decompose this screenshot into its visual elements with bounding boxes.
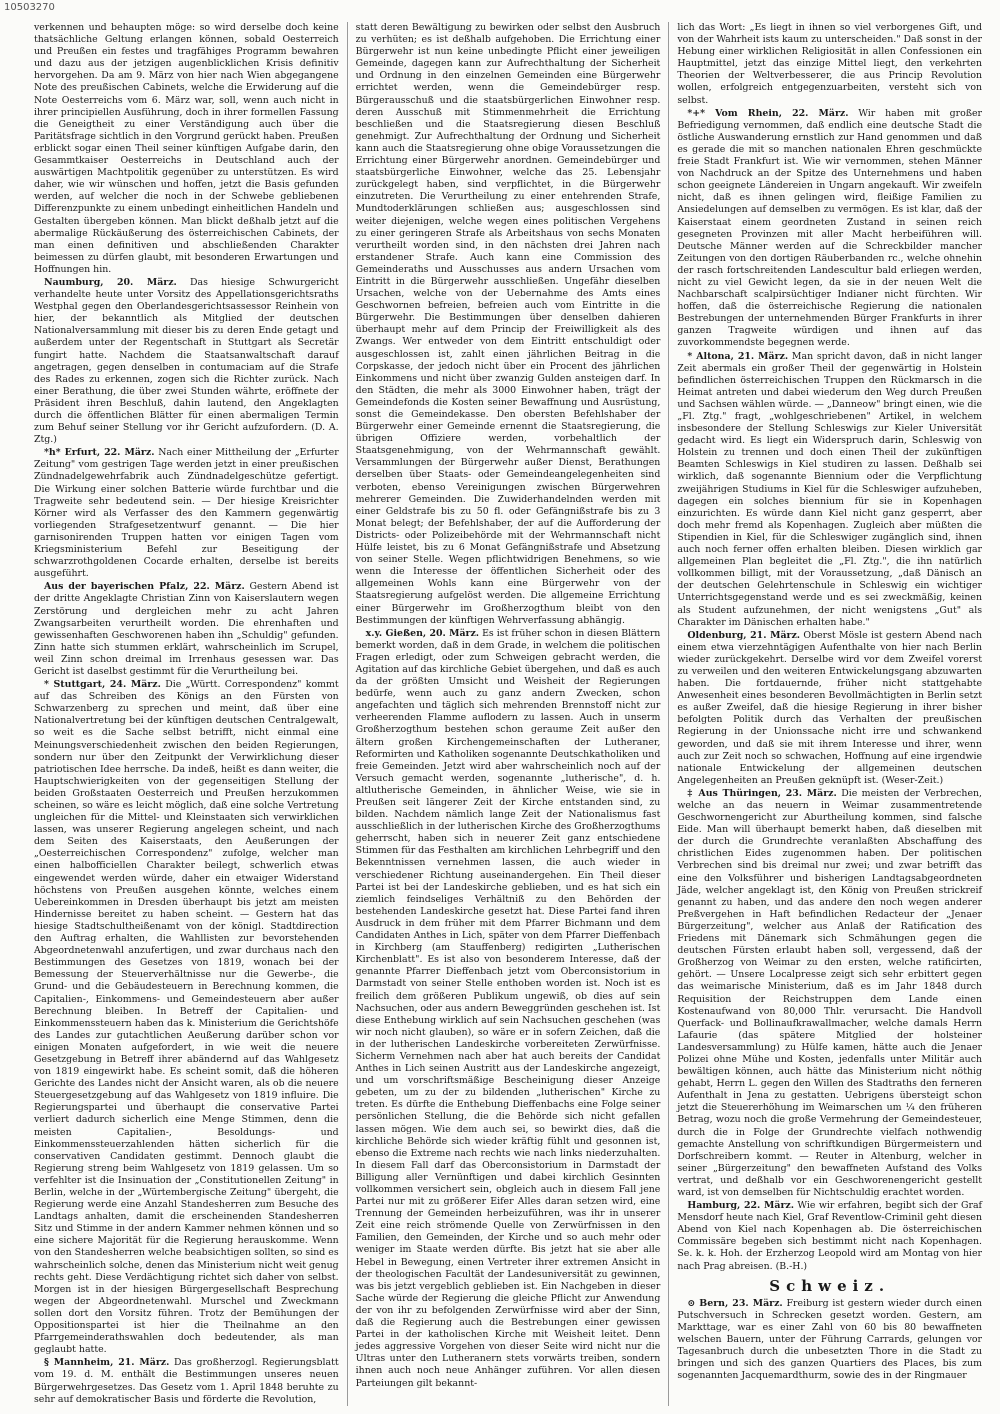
article-text: Nach einer Mittheilung der „Erfurter Zeitung" vom gestrigen Tage werden jetzt in einer preußischen Zündnadelgewehrfabrik auch Zündnadelgeschütze gefertigt. Die Wirkung einer solchen Batterie würde furchtbar und die Tragweite sehr bedeutend sein. — Der hiesige Kreisrichter Körner wird als Verfasser des den Kammern gegenwärtig vorliegenden Strafgesetzentwurf genannt. — Die hier garnisonirenden Truppen hatten vor einigen Tagen vom Kriegsministerium Befehl zur Beseitigung der schwarzrothgoldenen Cocarde erhalten, derselbe ist bereits ausgeführt. [34, 447, 339, 580]
article-text: Es ist früher schon in diesen Blättern bemerkt worden, daß in dem Grade, in welchem die politischen Fragen erledigt, oder zum Schweigen gebracht werden, die Agitation auf das kirchliche Gebiet übergehen, und daß es auch da der größten Umsicht und Weisheit der Regierungen bedürfe, wenn auch zu ganz andern Zwecken, schon angefachten und täglich sich mehrenden Brennstoff nicht zur verheerenden Flamme auflodern zu lassen. Auch in unserm Großherzogthum bestehen schon geraume Zeit außer den ältern großen Kirchengemeinschaften der Lutheraner, Reformirten und Katholiken sogenannte Deutschkatholiken und freie Gemeinden. Jetzt wird aber wahrscheinlich noch auf der Versuch gemacht werden, sogenannte „lutherische", d. h. altlutherische Gemeinden, in ähnlicher Weise, wie sie in Preußen seit längerer Zeit der Kirche entstanden sind, zu bilden. Nachdem nämlich lange Zeit der Nationalismus fast ausschließlich in der lutherischen Kirche des Großherzogthums geherrscht, haben sich in neuerer Zeit ganz entschiedene Stimmen für das Festhalten am kirchlichen Lehrbegriff und den Bekenntnissen vernehmen lassen, die auch wieder in verschiedener Richtung auseinandergehen. Ein Theil dieser Partei ist bei der Landeskirche geblieben, und es hat sich ein ziemlich feindseliges Verhältniß zu den Behörden der bestehenden Landeskirche gesetzt hat. Diese Partei fand ihren Ausdruck in dem früher mit dem Pfarrer Bichmann und dem Candidaten Anthes in Lich, später von dem Pfarrer Dieffenbach in Kirchberg (am Stauffenberg) redigirten „Lutherischen Kirchenblatt". Es ist also von besonderem Interesse, daß der genannte Pfarrer Dieffenbach jetzt vom Oberconsistorium in Darmstadt von seiner Stelle enthoben worden ist. Noch ist es freilich dem größeren Publikum ungewiß, ob dies auf sein Nachsuchen, oder aus andern Beweggründen geschehen ist. Ist diese Enthebung wirklich auf sein Nachsuchen geschehen (was wir noch nicht glauben), so wäre er in sofern Zeichen, daß die in der lutherischen Landeskirche vorbereiteten Zerwürfnisse. Sicherm Vernehmen nach aber hat auch bereits der Candidat Anthes in Lich seinen Austritt aus der Landeskirche angezeigt, und um vorschriftsmäßige Bescheinigung dieser Anzeige gebeten, um zu der zu bildenden „lutherischen" Kirche zu treten. Es dürfte die Enthebung Dieffenbachs eine Folge seiner persönlichen Stellung, die die Behörde sich nicht gefallen lassen mögen. Wie dem auch sei, so bewirkt dies, daß die kirchliche Behörde sich wieder kräftig fühlt und gesonnen ist, ebenso die Extreme nach rechts wie nach links niederzuhalten. In diesem Fall darf das Oberconsistorium in Darmstadt der Billigung aller Vernünftigen und dabei kirchlich Gesinnten vollkommen versichert sein, obgleich auch in diesem Fall jene Partei nur mit zu größerer Eifer Alles daran setzen wird, eine Trennung der Gemeinden herbeizuführen, was ihr in unserer Zeit eine reich strömende Quelle von Zerwürfnissen in den Familien, den Gemeinden, der Kirche und so auch mehr oder weniger im Staate werden dürfte. Bis jetzt hat sie aber alle Hebel in Bewegung, einen Vertreter ihrer extremen Ansicht in der theologischen Facultät der Landesuniversität zu gewinnen, was bis jetzt vergeblich geblieben ist. Ein Nachgeben in dieser Sache würde der Regierung die gleiche Pflicht zur Anwendung der von ihr zu befolgenden Zerwürfnisse wird aber der Sinn, daß die Regierung auch die Bestrebungen einer gewissen Partei in der katholischen Kirche mit Weisheit leitet. Denn jedes aggressive Vorgehen von dieser Seite wird nicht nur die Ultras unter den Lutheranern stets vorwärts treiben, sondern ihnen auch noch neue Anhänger zuführen. Vor allen diesen Parteiungen gilt bekannt- [355, 627, 661, 1389]
article-text: Oberst Mösle ist gestern Abend nach einem etwa vierzehntägigen Aufenthalte von hier nach Berlin wieder zurückgekehrt. Derselbe wird vor dem Zweifel vorerst zu verweilen und den weiteren Entwickelungsgang abzuwarten haben. Die fortdauernde, früher nicht stattgehabte Anwesenheit eines besonderen Bevollmächtigten in Berlin setzt es außer Zweifel, daß die hiesige Regierung in ihrer bisher befolgten Politik durch das Verhalten der preußischen Regierung in der Unionssache nicht irre und schwankend geworden, und daß sie mit ihrem Interesse und ihrer, wenn auch zur Zeit noch so schwachen, Hoffnung auf eine irgendwie nationale Entwickelung der allgemeinen deutschen Angelegenheiten an Preußen geknüpft ist. (Weser-Zeit.) [677, 629, 983, 786]
column-middle [347, 22, 669, 1406]
article-paragraph [677, 108, 982, 350]
article-dateline: Hamburg, 22. März. [687, 1200, 794, 1212]
article-text: verkennen und behaupten möge: so wird derselbe doch keine thatsächliche Geltung erlangen können, sobald Oesterreich und Preußen ein festes und tragfähiges Programm bewahren und dazu aus der jetzigen augenblicklichen Krisis definitiv hervorgehen. Da am 9. März von hier nach Wien abgegangene Note des preußischen Cabinets, welche die Erwiderung auf die Note Oesterreichs vom 6. März war, soll, wenn auch nicht in ihrer principiellen Ausführung, doch in ihrer formellen Fassung die Geneigtheit zu einer Verständigung auch über die Paritätsfrage sichtlich in den Vorgrund gerückt haben. Preußen erblickt sogar einen Theil seiner künftigen Aufgabe darin, den Gesammtkaiser Oesterreichs in Deutschland auch der auswärtigen Machtpolitik gegenüber zu unterstützen. Es wird daher, wie wir wünschen und hoffen, jetzt die Basis gefunden werden, auf welcher die noch in der Schwebe gebliebenen Differenzpunkte zu einem unbedingt einheitlichen Handeln und Gestalten übergeben können. Man blickt deßhalb jetzt auf die abermalige Rückäußerung des österreichischen Cabinets, der man einen definitiven und abschließenden Charakter beimessen zu dürfen glaubt, mit besonderen Erwartungen und Hoffnungen hin. [34, 22, 339, 275]
article-text: statt deren Bewältigung zu bewirken oder selbst den Ausbruch zu verhüten; es ist deßhalb aufgehoben. Die Errichtung einer Bürgerwehr ist nun keine unbedingte Pflicht einer jeweiligen Gemeinde, dagegen kann zur Aufrechthaltung der Sicherheit und Ordnung in den einzelnen Gemeinden eine Bürgerwehr errichtet werden, wenn die Gemeindebürger resp. Bürgerausschuß und die staatsbürgerlichen Einwohner resp. deren Ausschuß mit Stimmenmehrheit die Errichtung beschließen und die Staatsregierung diesen Beschluß genehmigt. Zur Aufrechthaltung der Ordnung und Sicherheit kann auch die Staatsregierung ohne obige Voraussetzungen die Errichtung einer Bürgerwehr anordnen. Gemeindebürger und staatsbürgerliche Einwohner, welche das 25. Lebensjahr zurückgelegt haben, sind verpflichtet, in die Bürgerwehr einzutreten. Die Verurtheilung zu einer entehrenden Strafe, Mundtoderklärungen schließen aus; ausgeschlossen sind weiter diejenigen, welche wegen eines politischen Vergehens zu einer geringeren Strafe als Arbeitshaus von sechs Monaten verurtheilt worden sind, in den nächsten drei Jahren nach erstandener Strafe. Auch kann eine Commission des Gemeinderaths und Ausschusses aus andern Ursachen vom Eintritt in die Bürgerwehr ausschließen. Ungefähr dieselben Ursachen, welche von der Uebernahme des Amts eines Geschwornen befreien, befreien auch vom Eintritte in die Bürgerwehr. Die Bestimmungen über denselben dahieren überhaupt mehr auf dem Princip der Freiwilligkeit als des Zwangs. Wer entweder von dem Eintritt entschuldigt oder ausgeschlossen ist, zahlt einen jährlichen Beitrag in die Corpskasse, der jedoch nicht über ein Procent des jährlichen Einkommens und nicht über zwanzig Gulden ansteigen darf. In den Städten, die mehr als 3000 Einwohner haben, trägt der Gemeindefonds die Kosten seiner Bewaffnung und Ausrüstung, sonst die Gemeindekasse. Den obersten Befehlshaber der Bürgerwehr einer Gemeinde ernennt die Staatsregierung, die übrigen Offiziere werden, vorbehaltlich der Staatsgenehmigung, von der Wehrmannschaft gewählt. Versammlungen der Bürgerwehr außer Dienst, Berathungen derselben über Staats- oder Gemeindeangelegenheiten sind verboten, ebenso Vereinigungen zwischen Bürgerwehren mehrerer Gemeinden. Die Zuwiderhandelnden werden mit einer Geldstrafe bis zu 50 fl. oder Gefängnißstrafe bis zu 3 Monat belegt; der Befehlshaber, der auf die Aufforderung der Districts- oder Polizeibehörde mit der Wehrmannschaft nicht Hülfe leistet, bis zu 6 Monat Gefängnißstrafe und Absetzung von seiner Stelle. Wegen pflichtwidrigen Benehmens, so wie wenn die Interesse der öffentlichen Sicherheit oder des allgemeinen Wohls kann eine Bürgerwehr von der Staatsregierung aufgelöst werden. Die allgemeine Errichtung einer Bürgerwehr im Großherzogthum bleibt von den Bestimmungen der künftigen Wehrverfassung abhängig. [355, 22, 661, 626]
article-dateline: *h* Erfurt, 22. März. [44, 447, 155, 459]
column-left [26, 22, 347, 1406]
article-text: Gestern Abend ist der dritte Angeklagte Christian Zinn von Kaiserslautern wegen Zerstörung und dergleichen mehr zu acht Jahren Zwangsarbeiten verurtheilt worden. Die ehrenhaften und gewissenhaften Geschworenen haben ihn „Schuldig" gefunden. Zinn hatte sich stummen erklärt, wahrscheinlich im Scrupel, weil Zinn schon dreimal im Irrenhaus gesessen war. Das Gericht ist daselbst gestimmt für die Verurtheilung bei. [34, 581, 339, 677]
article-text: Freiburg ist gestern wieder durch einen Putschversuch in Schrecken gesetzt worden. Gestern, am Markttage, war es einer Zahl von 60 bis 80 bewaffneten welschen Bauern, unter der Führung Carrards, gelungen vor Tagesanbruch durch die unbesetzten Thore in die Stadt zu bringen und sich des ganzen Quartiers des Places, bis zum sogenannten Jacquemardthurm, sowie des in der Ringmauer [677, 1297, 983, 1382]
article-paragraph [356, 628, 661, 1390]
article-paragraph [34, 22, 339, 276]
article-dateline: Naumburg, 20. März. [44, 276, 177, 288]
article-text: Die meisten der Verbrechen, welche an das neuern in Weimar zusammentretende Geschwornengericht zur Aburtheilung kommen, sind falsche Eide. Man will überhaupt bemerkt haben, daß dieselben mit der durch die Grundrechte veranlaßten Abschaffung des christlichen Eides zugenommen haben. Der politischen Verbrechen sind bis dreimal nur zwei; und zwar betrifft das eine den Volksführer und bisherigen Landtagsabgeordneten Jäde, welcher angeklagt ist, den König von Preußen strickreif genannt zu haben, und das andere den noch wegen anderer Preßvergehen in Haft befindlichen Redacteur der „Jenaer Bürgerzeitung", welcher aus Anlaß der Ratification des Friedens mit Dänemark sich Schmähungen gegen die deutschen Fürsten erlaubt haben soll, vergessend, daß der Großherzog von Weimar zu den ersten, welche ratificirten, gehört. — Unsere Localpresse zeigt sich sehr erbittert gegen das weimarische Ministerium, daß es im Jahr 1848 durch Requisition der Reichstruppen dem Lande einen Kostenaufwand von 80,000 Thlr. verursacht. Die Handvoll Querfack- und Bollinaufkrawallmacher, welche damals Herrn Lafaurie (das spätere Mitglied der holsteiner Landesversammlung) zu Hülfe kamen, hätte auch die Jenaer Polizei ohne Mühe und Kosten, jedenfalls unter Militär auch bewältigen können, auch hätte das Ministerium nicht nöthig gehabt, Herrn L. gegen den Willen des Stadtraths den ferneren Aufenthalt in Jena zu gestatten. Uebrigens übersteigt schon jetzt die Steuererhöhung im Weimarschen um ¼ den früheren Betrag, wozu noch die große Vermehrung der Gemeindesteuer, durch die in Folge der Grundrechte vielfach nothwendig gemachte Anstellung von schriftkundigen Bürgermeistern und Dorfschreibern kommt. — Reuter in Altenburg, welcher in seiner „Bürgerzeitung" den bewaffneten Aufstand des Volks vertrat, und deßhalb vor ein Geschworenengericht gestellt ward, ist von demselben für Nichtschuldig erachtet worden. [677, 787, 983, 1198]
article-paragraph [34, 1357, 339, 1405]
article-text: Wie wir erfahren, begibt sich der Graf Mensdorf heute nach Kiel, Graf Reventlow-Criminil geht diesen Abend von Kiel nach Kopenhagen ab. Die österreichischen Commissäre begeben sich bestimmt nicht nach Kopenhagen. Se. k. k. Hoh. der Erzherzog Leopold wird am Montag von hier nach Prag abreisen. (B.-H.) [677, 1200, 983, 1272]
article-dateline: ⊙ Bern, 23. März. [687, 1297, 783, 1309]
archive-id-label: 10503270 [4, 2, 55, 13]
article-paragraph [677, 788, 982, 1199]
article-paragraph [34, 581, 339, 678]
article-text: Das großherzogl. Regierungsblatt vom 19. d. M. enthält die Bestimmungen unseres neuen Bürgerwehrgesetzes. Das Gesetz vom 1. April 1848 beruhte zu sehr auf demokratischer Basis und förderte die Revolution, [34, 1357, 339, 1405]
newspaper-columns [26, 22, 990, 1406]
article-dateline: ‡ Aus Thüringen, 23. März. [687, 787, 837, 799]
article-paragraph [356, 22, 661, 627]
article-text: Man spricht davon, daß in nicht langer Zeit abermals ein großer Theil der gegenwärtig in Holstein befindlichen österreichischen Truppen den Rückmarsch in die Heimat antreten und dabei wiederum den Weg durch Preußen und Sachsen wählen würde. — „Danneow" bringt einen, wie die „Fl. Ztg." fragt, „wohlgeschriebenen" Artikel, in welchem insbesondere der Stellung Schleswigs zur Kieler Universität gedacht wird. Es liegt ein Widerspruch darin, Schleswig von Holstein zu trennen und doch einen Theil der zukünftigen Beamten Schleswigs in Kiel studiren zu lassen. Deßhalb sei wirklich, daß sogenannte Biennium oder die Verpflichtung zweijährigen Studiums in Kiel für die Schleswiger aufzuheben, dagegen ein solches biennium für sie in Kopenhagen einzurichten. Es würde dann Kiel nicht ganz gesperrt, aber doch mehr fremd als Kopenhagen. Zugleich aber müßten die Stipendien in Kiel, für die Schleswiger zugänglich sind, ihnen auch noch ferner offen erhalten bleiben. Diesen wirklich gar allgemeinen Plan begleitet die „Fl. Ztg.", die ihn natürlich vollkommen billigt, mit der Voraussetzung, „daß Dänisch an der deutschen Gelehrtenschule in Schleswig ein wichtiger Unterrichtsgegenstand werde und es sei zweckmäßig, keinen als Student aufzunehmen, der nicht wenigstens „Gut" als Charakter im Dänischen erhalten habe." [677, 350, 983, 628]
article-dateline: *+* Vom Rhein, 22. März. [687, 107, 849, 119]
article-dateline: Aus der bayerischen Pfalz, 22. März. [44, 581, 245, 593]
article-paragraph [677, 1200, 982, 1273]
article-paragraph [677, 1298, 982, 1383]
article-dateline: § Mannheim, 21. März. [44, 1357, 170, 1369]
section-heading: Schweiz. [769, 1276, 891, 1295]
article-paragraph [34, 447, 339, 580]
article-text: Wir haben mit großer Befriedigung vernommen, daß endlich eine deutsche Stadt die östliche Auswanderung ernstlich zur Hand genommen und daß es gerade die mit so manchen nationalen Ehren geschmückte freie Stadt Frankfurt ist. Wie wir vernommen, stehen Männer von Nachdruck an der Spitze des Unternehmens und haben schon geeignete Ländereien in Ungarn angekauft. Wir zweifeln nicht, daß es ihnen gelingen wird, fleißige Familien zu Ansiedelungen auf demselben zu vermögen. Es ist klar, daß der Kaiserstaat einem geordneten Zustand in seinen reich gesegneten Provinzen mit aller Macht herbeiführen will. Deutsche Männer werden auf die Schreckbilder mancher Zeitungen von den dortigen Räuberbanden rc., welche ohnehin der rasch fortschreitenden Landescultur bald erliegen werden, nicht zu viel Gewicht legen, da sie in der neuen Welt die Nachbarschaft scalpirsüchtiger Indianer nicht fürchten. Wir hoffen, daß die österreichische Regierung die nationalen Bestrebungen der unternehmenden Bürger Frankfurts in ihrer ganzen Tragweite würdigen und ihnen auf das zuvorkommendste begegnen werde. [677, 107, 983, 349]
article-dateline: * Stuttgart, 24. März. [44, 679, 161, 691]
article-paragraph [677, 351, 982, 629]
article-paragraph [677, 22, 982, 107]
article-dateline: Oldenburg, 21. März. [687, 629, 801, 641]
article-paragraph [677, 630, 982, 787]
column-right [668, 22, 990, 1406]
article-dateline: x.y. Gießen, 20. März. [365, 627, 480, 639]
article-dateline: * Altona, 21. März. [687, 350, 789, 362]
article-text: lich das Wort: „Es liegt in ihnen so viel verborgenes Gift, und von der Wahrheit ists kaum zu unterscheiden." Daß sonst in der Hebung einer wirklichen Religiosität in allen Confessionen ein Hauptmittel, jetzt das einzige Mittel liegt, den verkehrten Theorien der Weltverbesserer, die aus Princip Revolution wollen, erfolgreich entgegenzuarbeiten, versteht sich von selbst. [677, 22, 983, 106]
article-text: Die „Württ. Correspondenz" kommt auf das Schreiben des Königs an den Fürsten von Schwarzenberg zu sprechen und meint, daß über eine Nationalvertretung bei der künftigen deutschen Centralgewalt, so weit es die Sache selbst betrifft, nicht einmal eine Meinungsverschiedenheit zwischen den beiden Regierungen, sondern nur über den Zeitpunkt der Verwirklichung dieser patriotischen Idee herrsche. Da indeß, heißt es dann weiter, die Hauptschwierigkeiten von der gegenseitigen Stellung der beiden Großstaaten Oesterreich und Preußen herzukommen scheinen, so wäre es leicht möglich, daß eine solche Vertretung ungleichen für die Mittel- und Kleinstaaten sich verwirklichen lassen, was unserer Regierung angelegen scheint, und nach dem Seiten des Kaiserstaats, den Aeußerungen der „Oesterreichischen Correspondenz" zufolge, welcher man einen halbofficiellen Charakter beilegt, schwerlich etwas eingewendet werden würde, daher ein etwaiger Widerstand höchstens von Preußen ausgehen könnte, welches einem Uebereinkommen in Dresden überhaupt bis jetzt am meisten Hindernisse bereitet zu haben scheint. — Gestern hat das hiesige Stadtschultheißenamt von der königl. Stadtdirection den Auftrag erhalten, die Wahllisten zur bevorstehenden Abgeordnetenwahl anzufertigen, und zwar durchaus nach den Bestimmungen des Gesetzes von 1819, wonach bei der Bemessung der Steuerverhältnisse nur die Gewerbe-, die Grund- und die Gebäudesteuern in Berechnung kommen, die Capitalien-, Einkommens- und Gemeindesteuern aber außer Berechnung bleiben. In Betreff der Capitalien- und Einkommenssteuern haben das k. Ministerium die Gerichtshöfe des Landes zur gutachtlichen Aeußerung darüber schon vor einigen Monaten aufgefordert, in wie weit die neuere Gesetzgebung in Betreff ihrer abändernd auf das Wahlgesetz von 1819 eingewirkt habe. Es scheint somit, daß die höheren Gerichte des Landes nicht der Ansicht waren, als ob die neuere Steuergesetzgebung auf das Wahlgesetz von 1819 influire. Die Regierungspartei und überhaupt die conservative Partei verliert dadurch sicherlich eine Menge Stimmen, denn die meisten Capitalien-, Besoldungs- und Einkommenssteuerzahlenden hätten sicherlich für die conservativen Candidaten gestimmt. Dennoch glaubt die Regierung streng beim Wahlgesetz von 1819 gelassen. Um so verfehlter ist die Insinuation der „Constitutionellen Zeitung" in Berlin, welche in der „Würtembergische Zeitung" übergeht, die Regierung werde eine Anzahl Standesherren zum Besuche des Landtags anhalten, damit die erscheinenden Standesherren Sitz und Stimme in der andern Kammer nehmen können und so eine sichere Majorität für die Regierung herauskomme. Wenn von den Standesherren welche beabsichtigen sollten, so sind es wahrscheinlich solche, denen das Ministerium nicht weit genug rechts geht. Diese Verdächtigung richtet sich daher von selbst. Morgen ist in der hiesigen Bürgergesellschaft Besprechung wegen der Abgeordnetenwahl. Murschel und Zweckmann sollen dort den Vorsitz führen. Trotz der Bemühungen der Oppositionspartei ist hier die Theilnahme an den Pfarrgemeinderathswahlen doch bedeutender, als man geglaubt hatte. [34, 679, 339, 1356]
article-paragraph [34, 679, 339, 1356]
article-paragraph [34, 277, 339, 446]
article-text: Das hiesige Schwurgericht verhandelte heute unter Vorsitz des Appellationsgerichtsraths Westphal gegen den Oberlandesgerichtsassessor Reinhein von hier, der bekanntlich als Mitglied der deutschen Nationalversammlung mit dieser bis zu deren Ende getagt und außerdem unter der Regentschaft in Stuttgart als Secretär fungirt hatte. Nachdem die Staatsanwaltschaft darauf angetragen, gegen denselben in contumaciam auf die Strafe des Rades zu erkennen, zogen sich die Richter zurück. Nach einer Berathung, die über zwei Stunden währte, eröffnete der Präsident ihren Beschluß, dahin lautend, den Angeklagten durch die öffentlichen Blätter für einen abermaligen Termin zum Behuf seiner Stellung vor ihr Gericht aufzufordern. (D. A. Ztg.) [34, 276, 339, 446]
